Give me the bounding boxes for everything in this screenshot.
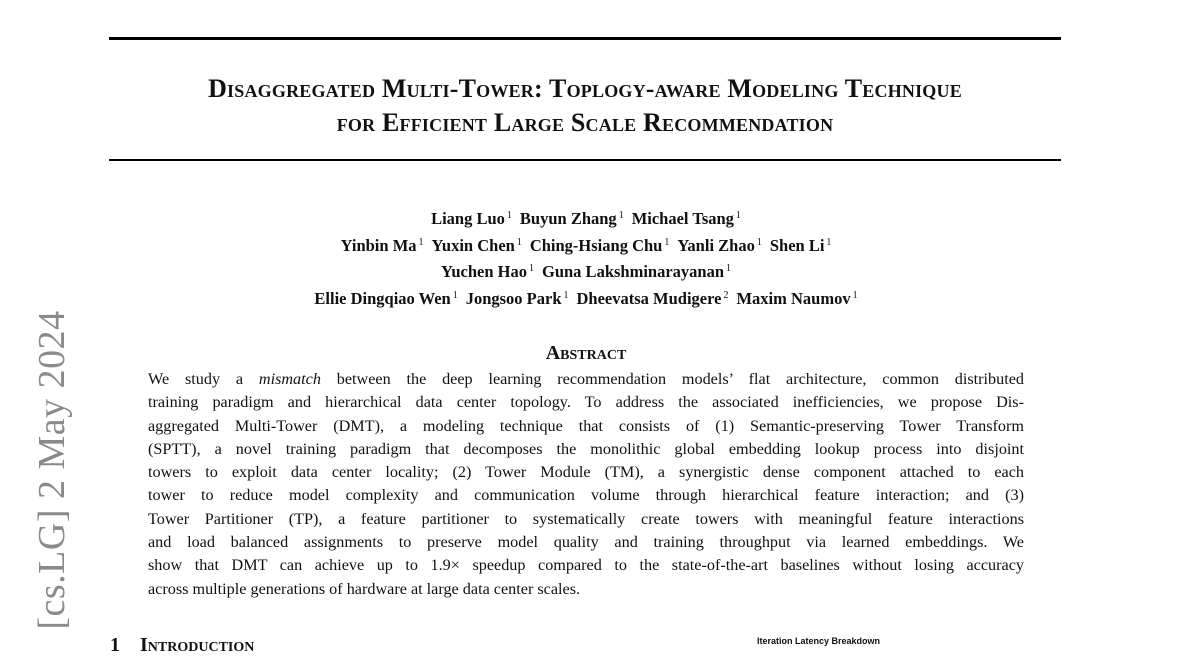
abstract-line: aggregated Multi-Tower (DMT), a modeling technique that consists of (1) Semantic-preserving Tower Transform xyxy=(148,416,1024,435)
author-affiliation: 1 xyxy=(516,236,522,248)
abstract-line: (SPTT), a novel training paradigm that decomposes the monolithic global embedding lookup process into disjoint xyxy=(148,439,1024,458)
abstract-line: and load balanced assignments to preserve model quality and training throughput via learned embeddings. We xyxy=(148,533,1024,552)
author xyxy=(314,284,457,311)
abstract-heading: Abstract xyxy=(545,342,627,364)
figure-title: Iteration Latency Breakdown xyxy=(757,636,881,646)
title-line: for Efficient Large Scale Recommendation xyxy=(336,108,834,137)
author-line xyxy=(150,204,1022,231)
title-line: Disaggregated Multi-Tower: Toplogy-aware Modeling Technique xyxy=(208,74,962,103)
author-affiliation: 1 xyxy=(529,263,534,274)
author-line xyxy=(150,231,1022,258)
arxiv-stamp: [cs.LG] 2 May 2024 xyxy=(31,310,73,630)
title-bottom-rule xyxy=(109,159,1061,161)
author-affiliation: 2 xyxy=(723,289,729,301)
author-affiliation: 1 xyxy=(735,210,741,221)
author xyxy=(341,231,424,258)
abstract-line: training paradigm and hierarchical data center topology. To address the associated inefficiencies, we propose Dis- xyxy=(148,393,1024,412)
author xyxy=(632,204,741,231)
author xyxy=(520,204,624,231)
author xyxy=(432,231,522,258)
author xyxy=(542,257,731,284)
author-name: Liang Luo xyxy=(431,209,505,228)
abstract-text: between the deep learning recommendation models’ flat architecture, common distributed xyxy=(320,370,1024,388)
author-name: Shen Li xyxy=(769,235,825,255)
abstract-emphasis: mismatch xyxy=(258,370,321,388)
abstract-line: across multiple generations of hardware at large data center scales. xyxy=(148,579,581,598)
section-title: Introduction xyxy=(140,634,255,656)
abstract-text: We study a xyxy=(148,370,259,388)
author-affiliation: 1 xyxy=(726,263,732,274)
author-name: Yinbin Ma xyxy=(340,235,417,255)
author xyxy=(577,284,729,311)
author-affiliation: 1 xyxy=(826,236,832,248)
abstract-line: Tower Partitioner (TP), a feature partitioner to systematically create towers with meaningful feature interactions xyxy=(148,509,1024,528)
author-affiliation: 1 xyxy=(852,289,858,301)
author-name: Yanli Zhao xyxy=(677,235,755,255)
abstract-line xyxy=(148,368,1024,391)
author-name: Dheevatsa Mudigere xyxy=(576,288,722,308)
author-line xyxy=(150,257,1022,284)
abstract-body xyxy=(148,368,1024,601)
author-affiliation: 1 xyxy=(506,210,512,221)
author-affiliation: 1 xyxy=(756,236,762,248)
author xyxy=(677,231,762,258)
author-name: Maxim Naumov xyxy=(736,288,851,308)
author xyxy=(736,284,857,311)
author-name: Ellie Dingqiao Wen xyxy=(314,288,451,308)
author xyxy=(770,231,832,258)
author-list xyxy=(150,204,1022,310)
abstract-line: towers to exploit data center locality; (2) Tower Module (TM), a synergistic dense component attached to each xyxy=(148,463,1024,482)
author xyxy=(530,231,670,258)
author-name: Guna Lakshminarayanan xyxy=(542,262,725,281)
author xyxy=(466,284,569,311)
author-name: Ching-Hsiang Chu xyxy=(529,235,663,255)
section-heading xyxy=(110,633,254,657)
author-line xyxy=(150,284,1022,311)
author-affiliation: 1 xyxy=(418,236,424,248)
author-name: Yuchen Hao xyxy=(440,262,527,281)
top-rule xyxy=(109,37,1061,40)
paper-title xyxy=(100,72,1070,140)
author-affiliation: 1 xyxy=(618,210,624,221)
section-number: 1 xyxy=(110,634,120,656)
abstract-line: tower to reduce model complexity and communication volume through hierarchical feature interaction; and (3) xyxy=(148,486,1024,505)
author xyxy=(431,204,512,231)
author-name: Michael Tsang xyxy=(631,209,734,228)
author-name: Yuxin Chen xyxy=(431,235,515,255)
author xyxy=(441,257,534,284)
author-affiliation: 1 xyxy=(452,289,458,301)
author-affiliation: 1 xyxy=(664,236,670,248)
author-name: Jongsoo Park xyxy=(465,288,562,308)
author-name: Buyun Zhang xyxy=(519,209,617,228)
abstract-line: show that DMT can achieve up to 1.9× speedup compared to the state-of-the-art baselines without losing accuracy xyxy=(148,556,1024,575)
author-affiliation: 1 xyxy=(563,289,569,301)
